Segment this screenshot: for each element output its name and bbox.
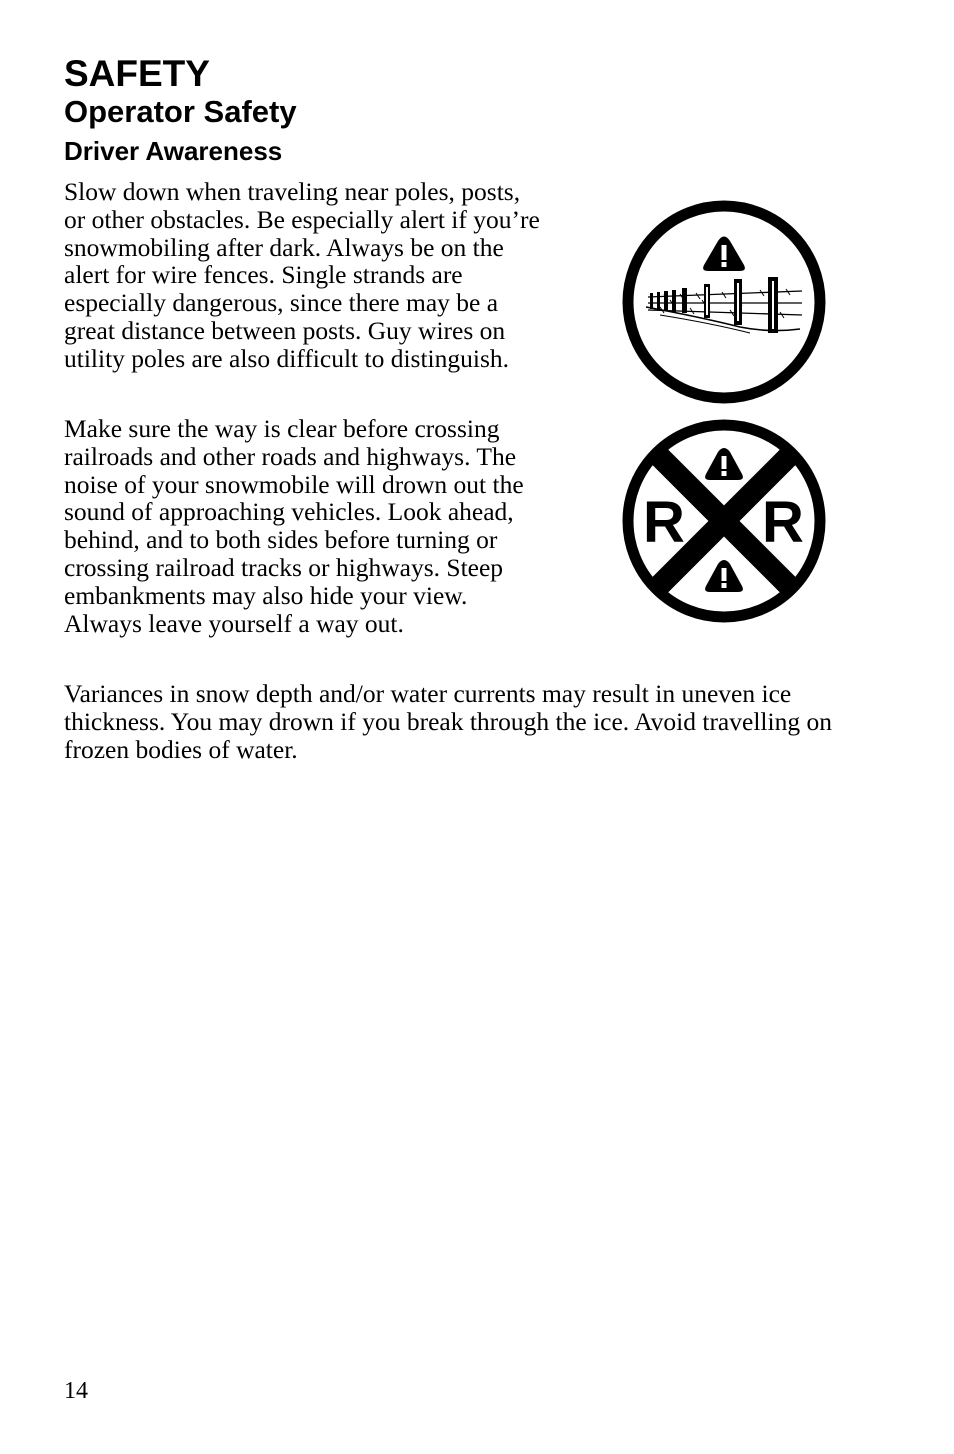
paragraph-crossings: Make sure the way is clear before crossing railroads and other roads and highways. The noise of your snowmobile will drown out the sound of approaching vehicles. Look ahead, behind, and to both sides before turning or crossing railroad tracks or highways. Steep embankments may also hide your view. Always leave yourself a way out.: [64, 414, 524, 638]
railroad-crossing-warning-icon: [620, 418, 828, 624]
section-title: SAFETY: [64, 53, 210, 94]
page-number: 14: [64, 1378, 88, 1404]
topic-title: Driver Awareness: [64, 136, 283, 166]
railroad-letter-left: R: [643, 490, 685, 555]
paragraph-obstacles: Slow down when traveling near poles, posts, or other obstacles. Be especially alert if you’re snowmobiling after dark. Always be on the alert for wire fences. Single strands are especially dangerous, since there may be a great distance between posts. Guy wires on utility poles are also difficult to distinguish.: [64, 177, 540, 373]
subsection-title: Operator Safety: [64, 94, 297, 129]
railroad-letter-right: R: [762, 490, 804, 555]
wire-fence-warning-icon: [620, 199, 828, 405]
paragraph-ice: Variances in snow depth and/or water currents may result in uneven ice thickness. You may drown if you break through the ice. Avoid travelling on frozen bodies of water.: [64, 679, 832, 764]
